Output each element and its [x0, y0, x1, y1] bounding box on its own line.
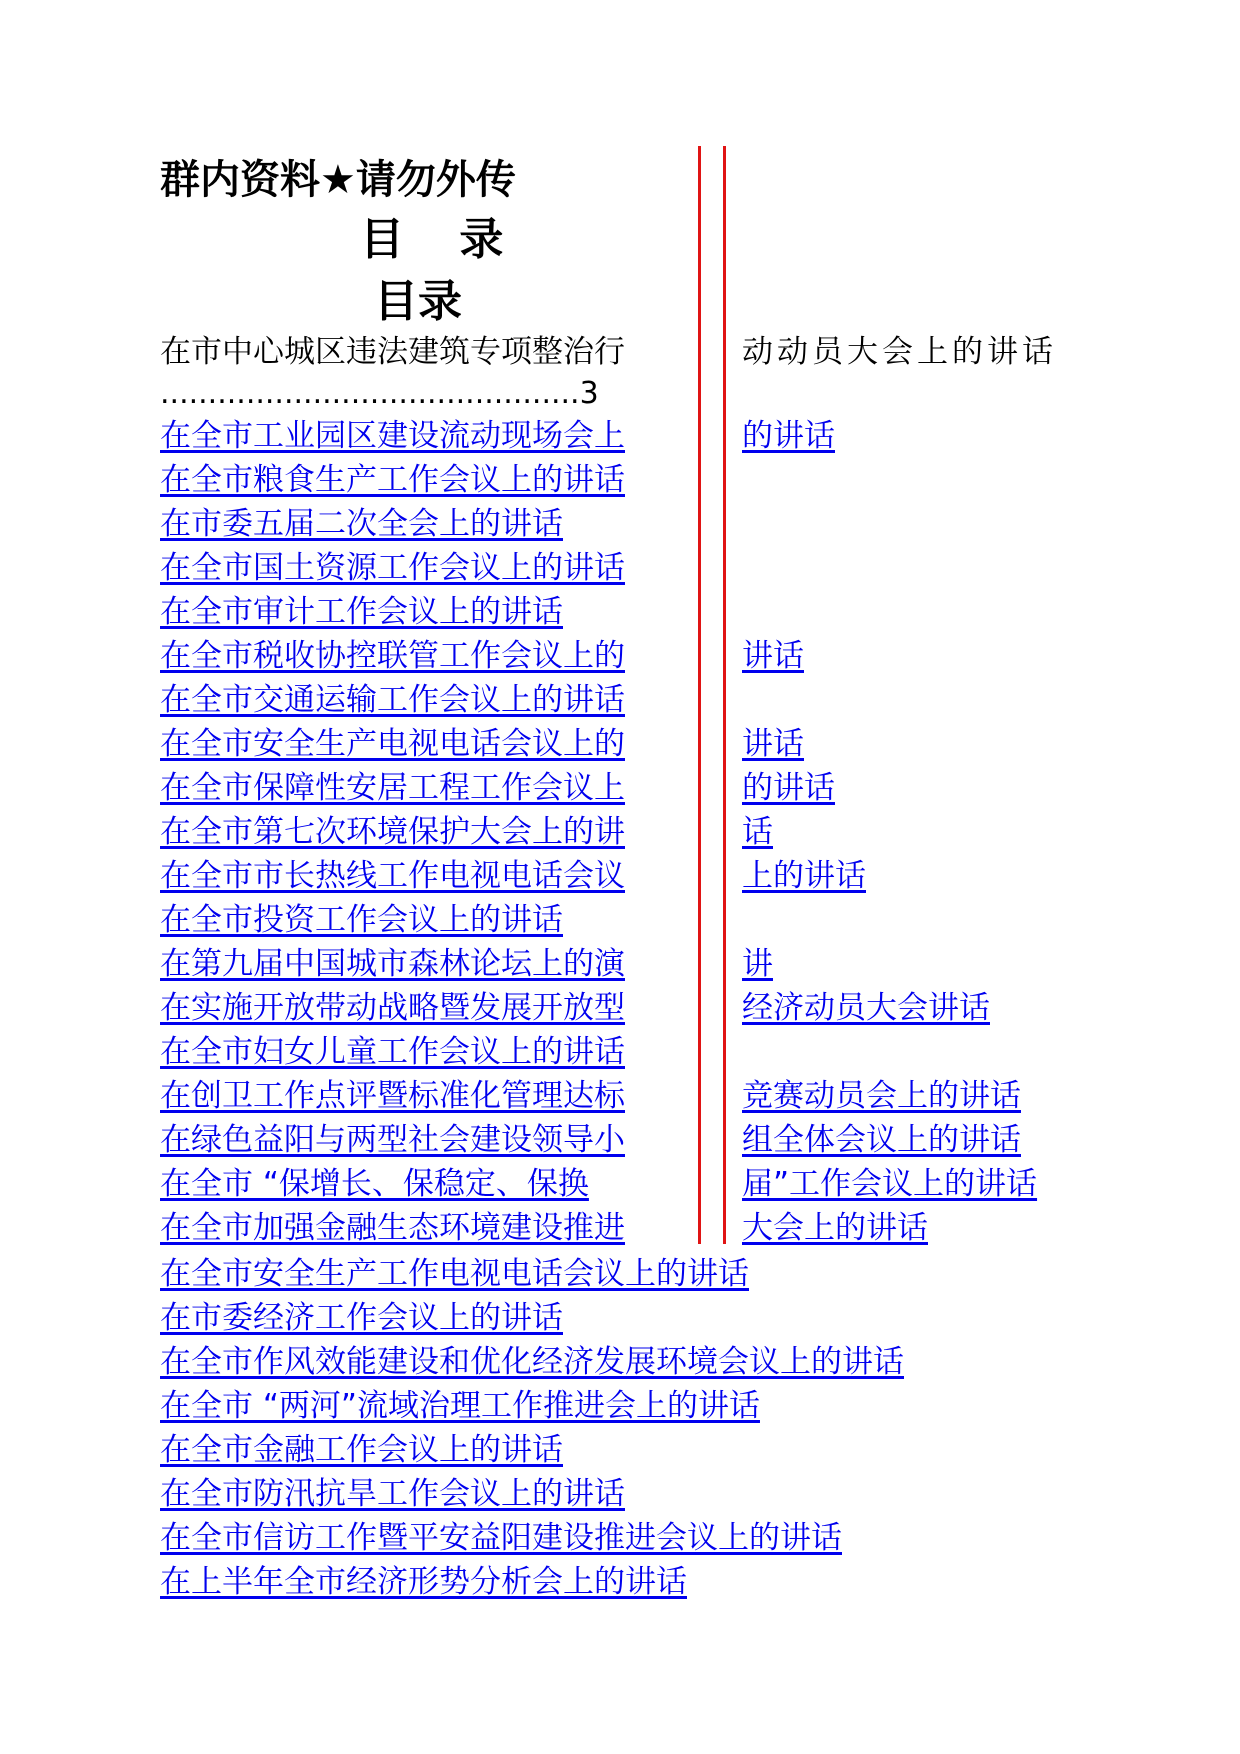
- toc-entry-left: [160, 854, 680, 898]
- toc-entry-right: [742, 502, 1142, 546]
- toc-entry-link[interactable]: 在绿色益阳与两型社会建设领导小: [160, 1122, 625, 1158]
- toc-entry-left: [160, 1162, 680, 1206]
- toc-entry-link[interactable]: 在创卫工作点评暨标准化管理达标: [160, 1078, 625, 1114]
- toc-entry-left: [160, 810, 680, 854]
- toc-entry-link-continuation[interactable]: 的讲话: [742, 418, 835, 454]
- toc-entry-right: [742, 722, 1142, 766]
- toc-entry-link-continuation[interactable]: 经济动员大会讲话: [742, 990, 990, 1026]
- toc-entry-link[interactable]: 在全市作风效能建设和优化经济发展环境会议上的讲话: [160, 1344, 904, 1380]
- toc-bottom-entry: [160, 1428, 1160, 1472]
- toc-bottom-entry: [160, 1340, 1160, 1384]
- toc-title: 目录: [374, 276, 462, 327]
- toc-entry-link[interactable]: 在全市税收协控联管工作会议上的: [160, 638, 625, 674]
- toc-entry-left: [160, 678, 680, 722]
- toc-entry-link-continuation[interactable]: 的讲话: [742, 770, 835, 806]
- toc-entry-link[interactable]: 在市委经济工作会议上的讲话: [160, 1300, 563, 1336]
- toc-entry-link[interactable]: 在全市加强金融生态环境建设推进: [160, 1210, 625, 1246]
- confidential-notice: 群内资料★请勿外传: [160, 157, 516, 203]
- toc-entry-link[interactable]: 在全市 “两河”流域治理工作推进会上的讲话: [160, 1388, 760, 1424]
- toc-entry-left: [160, 1206, 680, 1250]
- toc-entry-link[interactable]: 在第九届中国城市森林论坛上的演: [160, 946, 625, 982]
- toc-entry-link[interactable]: 在全市金融工作会议上的讲话: [160, 1432, 563, 1468]
- toc-entry-right: [742, 414, 1142, 458]
- toc-entry-left: [160, 458, 680, 502]
- toc-entry-link-continuation[interactable]: 话: [742, 814, 773, 850]
- toc-entry-link[interactable]: 在市委五届二次全会上的讲话: [160, 506, 563, 542]
- toc-bottom-list: [160, 1252, 1160, 1604]
- toc-entry-link[interactable]: 在全市国土资源工作会议上的讲话: [160, 550, 625, 586]
- toc-entry-first-left: 在市中心城区违法建筑专项整治行: [160, 334, 625, 370]
- toc-entry-link[interactable]: 在全市信访工作暨平安益阳建设推进会议上的讲话: [160, 1520, 842, 1556]
- toc-entry-left: [160, 942, 680, 986]
- toc-entry-left: [160, 898, 680, 942]
- toc-entry-link-continuation[interactable]: 组全体会议上的讲话: [742, 1122, 1021, 1158]
- toc-entry-right: [742, 986, 1142, 1030]
- toc-entry-link[interactable]: 在全市 “保增长、保稳定、保换: [160, 1166, 589, 1202]
- toc-entry-link-continuation[interactable]: 上的讲话: [742, 858, 866, 894]
- toc-entry-link[interactable]: 在全市交通运输工作会议上的讲话: [160, 682, 625, 718]
- toc-entry-right: [742, 634, 1142, 678]
- toc-entry-link-continuation[interactable]: 大会上的讲话: [742, 1210, 928, 1246]
- toc-entry-left: [160, 986, 680, 1030]
- toc-bottom-entry: [160, 1472, 1160, 1516]
- toc-entry-link[interactable]: 在全市审计工作会议上的讲话: [160, 594, 563, 630]
- toc-entry-link[interactable]: 在全市投资工作会议上的讲话: [160, 902, 563, 938]
- toc-entry-link[interactable]: 在全市工业园区建设流动现场会上: [160, 418, 625, 454]
- toc-entry-link-continuation[interactable]: 讲话: [742, 638, 804, 674]
- toc-left-column: [160, 330, 680, 1250]
- toc-entry-right: [742, 1206, 1142, 1250]
- toc-entry-right: [742, 458, 1142, 502]
- toc-entry-left: [160, 634, 680, 678]
- toc-entry-link[interactable]: 在全市安全生产工作电视电话会议上的讲话: [160, 1256, 749, 1292]
- toc-entry-link-continuation[interactable]: 竞赛动员会上的讲话: [742, 1078, 1021, 1114]
- toc-entry-link[interactable]: 在全市第七次环境保护大会上的讲: [160, 814, 625, 850]
- toc-bottom-entry: [160, 1560, 1160, 1604]
- toc-entry-left: [160, 766, 680, 810]
- toc-entry-left: [160, 722, 680, 766]
- toc-entry-right: [742, 678, 1142, 722]
- toc-entry-link[interactable]: 在实施开放带动战略暨发展开放型: [160, 990, 625, 1026]
- toc-entry-link-continuation[interactable]: 讲话: [742, 726, 804, 762]
- toc-entry-right: [742, 766, 1142, 810]
- toc-entry-right: [742, 590, 1142, 634]
- column-divider-left: [698, 146, 701, 1244]
- toc-entry-right: [742, 810, 1142, 854]
- toc-bottom-entry: [160, 1384, 1160, 1428]
- toc-entry-link[interactable]: 在全市妇女儿童工作会议上的讲话: [160, 1034, 625, 1070]
- toc-entry-first-right: 动动员大会上的讲话: [742, 334, 1057, 370]
- toc-entry-right: [742, 942, 1142, 986]
- toc-entry-right: [742, 1162, 1142, 1206]
- toc-entry-left: [160, 590, 680, 634]
- toc-entry-link[interactable]: 在全市安全生产电视电话会议上的: [160, 726, 625, 762]
- toc-entry-link-continuation[interactable]: 讲: [742, 946, 773, 982]
- toc-entry-right: [742, 546, 1142, 590]
- toc-entry-left: [160, 1118, 680, 1162]
- toc-entry-right: [742, 1118, 1142, 1162]
- toc-entry-left: [160, 414, 680, 458]
- toc-entry-link[interactable]: 在全市保障性安居工程工作会议上: [160, 770, 625, 806]
- toc-entry-right: [742, 1074, 1142, 1118]
- toc-bottom-entry: [160, 1252, 1160, 1296]
- toc-bottom-entry: [160, 1296, 1160, 1340]
- toc-entry-link[interactable]: 在全市防汛抗旱工作会议上的讲话: [160, 1476, 625, 1512]
- toc-entry-link[interactable]: 在上半年全市经济形势分析会上的讲话: [160, 1564, 687, 1600]
- column-divider-right: [723, 146, 726, 1244]
- toc-entry-left: [160, 1074, 680, 1118]
- toc-entry-right: [742, 898, 1142, 942]
- toc-entry-left: [160, 1030, 680, 1074]
- toc-entry-left: [160, 502, 680, 546]
- toc-entry-right: [742, 854, 1142, 898]
- toc-entry-link-continuation[interactable]: 届”工作会议上的讲话: [742, 1166, 1038, 1202]
- toc-entry-left: [160, 546, 680, 590]
- toc-right-column: [742, 330, 1142, 1250]
- toc-entry-link[interactable]: 在全市市长热线工作电视电话会议: [160, 858, 625, 894]
- toc-bottom-entry: [160, 1516, 1160, 1560]
- toc-entry-right: [742, 1030, 1142, 1074]
- toc-entry-first-leader: ............................................3: [160, 376, 599, 411]
- toc-title-spaced: 目 录: [360, 214, 524, 265]
- toc-entry-link[interactable]: 在全市粮食生产工作会议上的讲话: [160, 462, 625, 498]
